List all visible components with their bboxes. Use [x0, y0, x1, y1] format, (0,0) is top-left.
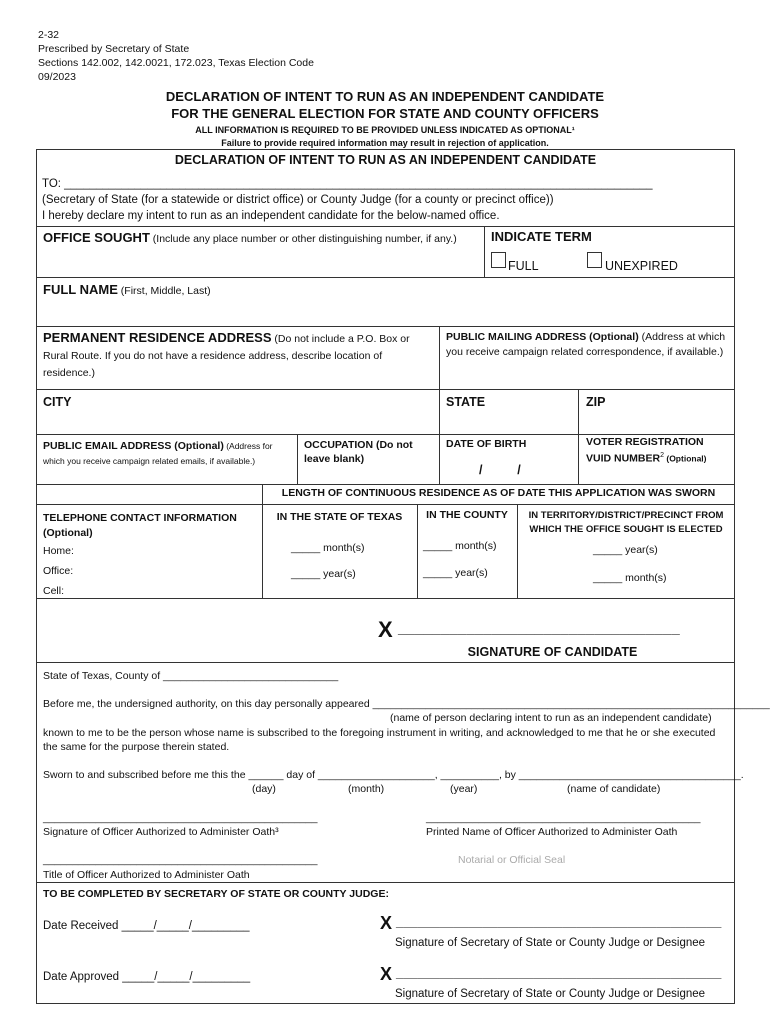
officer-signature-line[interactable]: _______________________________________________ — [43, 812, 318, 824]
form-header-meta — [38, 28, 314, 84]
declaration-statement: I hereby declare my intent to run as an independent candidate for the below-named office. — [42, 210, 500, 222]
residence-label: PERMANENT RESIDENCE ADDRESS — [43, 330, 272, 345]
full-name-hint: (First, Middle, Last) — [117, 285, 211, 297]
territory-years-field[interactable]: _____ year(s) — [593, 544, 658, 556]
vuid-footnote: 2 — [660, 452, 664, 459]
declaration-title: DECLARATION OF INTENT TO RUN AS AN INDEPENDENT CANDIDATE — [174, 153, 597, 167]
candidate-signature-line[interactable]: _________________________________ — [398, 620, 680, 637]
notary-candidate-hint: (name of candidate) — [567, 783, 661, 795]
code-sections: Sections 142.002, 142.0021, 172.023, Texas Election Code — [38, 57, 314, 69]
phone-home[interactable]: Home: — [43, 545, 74, 557]
full-name-label: FULL NAME — [43, 282, 118, 297]
phone-office[interactable]: Office: — [43, 565, 74, 577]
to-field[interactable]: TO: ____________________________________________________________________________________________ — [42, 178, 653, 190]
county-residence-label: IN THE COUNTY — [426, 509, 508, 521]
zip-label: ZIP — [586, 395, 606, 409]
email-field[interactable] — [43, 438, 293, 468]
prescribed-by: Prescribed by Secretary of State — [38, 43, 190, 55]
indicate-term-label: INDICATE TERM — [491, 229, 592, 244]
residence-length-header: LENGTH OF CONTINUOUS RESIDENCE AS OF DATE THIS APPLICATION WAS SWORN — [281, 487, 716, 499]
approved-signature-line[interactable]: _____________________________________________ — [396, 965, 722, 980]
candidate-signature-label: SIGNATURE OF CANDIDATE — [467, 645, 638, 659]
county-years-field[interactable]: _____ year(s) — [423, 567, 488, 579]
office-sought-hint: (Include any place number or other distinguishing number, if any.) — [149, 233, 457, 245]
mailing-address-field[interactable] — [446, 330, 728, 360]
form-date: 09/2023 — [38, 71, 76, 83]
email-hint: (Address for which you receive campaign related emails, if available.) — [43, 441, 273, 466]
notary-known-statement: known to me to be the person whose name is subscribed to the foregoing instrument in writing, and acknowledged to me that he or she executed the same for the purpose therein stated. — [43, 727, 716, 753]
state-residence-label: IN THE STATE OF TEXAS — [276, 511, 403, 523]
title-line-2: FOR THE GENERAL ELECTION FOR STATE AND COUNTY OFFICERS — [171, 106, 599, 121]
notary-month-hint: (month) — [348, 783, 385, 795]
notary-day-hint: (day) — [252, 783, 276, 795]
state-years-field[interactable]: _____ year(s) — [291, 568, 356, 580]
notary-person-hint: (name of person declaring intent to run as an independent candidate) — [390, 712, 712, 724]
residence-address-field[interactable] — [43, 330, 428, 381]
full-term-checkbox[interactable] — [491, 252, 506, 268]
received-signature-label: Signature of Secretary of State or County Judge or Designee — [395, 937, 706, 949]
officer-title-label: Title of Officer Authorized to Administer Oath — [43, 869, 250, 881]
sos-header: TO BE COMPLETED BY SECRETARY OF STATE OR COUNTY JUDGE: — [43, 888, 389, 900]
state-months-field[interactable]: _____ month(s) — [291, 542, 365, 554]
mailing-hint: (Address at which you receive campaign related correspondence, if available.) — [446, 331, 726, 358]
approved-signature-label: Signature of Secretary of State or County Judge or Designee — [395, 988, 706, 1000]
residence-hint: (Do not include a P.O. Box or Rural Route. If you do not have a residence address, describe location of residence.) — [43, 333, 410, 379]
email-label: PUBLIC EMAIL ADDRESS (Optional) — [43, 440, 224, 452]
vuid-hint: (Optional) — [664, 453, 707, 464]
notary-county[interactable]: State of Texas, County of ______________________________ — [43, 670, 339, 682]
form-number: 2-32 — [38, 29, 60, 41]
full-term-label: FULL — [508, 259, 539, 273]
occupation-field[interactable] — [304, 438, 429, 466]
date-approved-field[interactable]: Date Approved _____/_____/_________ — [43, 971, 251, 983]
unexpired-term-checkbox[interactable] — [587, 252, 602, 268]
mailing-label: PUBLIC MAILING ADDRESS (Optional) — [446, 331, 639, 343]
state-label: STATE — [446, 395, 486, 409]
to-hint: (Secretary of State (for a statewide or district office) or County Judge (for a county or precinct office)) — [42, 194, 554, 206]
officer-signature-label: Signature of Officer Authorized to Administer Oath³ — [43, 826, 279, 838]
received-signature-line[interactable]: _____________________________________________ — [396, 914, 722, 929]
occupation-label: OCCUPATION — [304, 439, 374, 451]
officer-printed-line[interactable]: _______________________________________________ — [426, 812, 701, 824]
received-signature-x: X — [380, 913, 393, 933]
approved-signature-x: X — [380, 964, 393, 984]
city-label: CITY — [43, 395, 72, 409]
officer-title-line[interactable]: _______________________________________________ — [43, 854, 318, 866]
dob-label: DATE OF BIRTH — [446, 438, 527, 450]
officer-printed-label: Printed Name of Officer Authorized to Administer Oath — [426, 826, 678, 838]
notary-sworn[interactable]: Sworn to and subscribed before me this the ______ day of ____________________, __________, by ______________________________________. — [43, 769, 744, 781]
telephone-label: TELEPHONE CONTACT INFORMATION (Optional) — [43, 512, 237, 539]
dob-field[interactable]: / / — [479, 463, 521, 477]
form-title — [100, 88, 670, 122]
required-note: ALL INFORMATION IS REQUIRED TO BE PROVIDED UNLESS INDICATED AS OPTIONAL¹ — [195, 125, 575, 135]
notary-year-hint: (year) — [450, 783, 478, 795]
date-received-field[interactable]: Date Received _____/_____/_________ — [43, 920, 250, 932]
office-sought-label: OFFICE SOUGHT — [43, 230, 150, 245]
rejection-note: Failure to provide required information may result in rejection of application. — [221, 138, 549, 148]
vuid-field[interactable] — [586, 436, 731, 466]
territory-residence-label: IN TERRITORY/DISTRICT/PRECINCT FROM WHICH THE OFFICE SOUGHT IS ELECTED — [528, 510, 724, 535]
notary-appeared[interactable]: Before me, the undersigned authority, on this day personally appeared ____________________________________________________________________ — [43, 698, 770, 710]
territory-months-field[interactable]: _____ month(s) — [593, 572, 667, 584]
notarial-seal-label: Notarial or Official Seal — [458, 854, 566, 866]
office-sought-field[interactable] — [43, 229, 457, 247]
title-line-1: DECLARATION OF INTENT TO RUN AS AN INDEPENDENT CANDIDATE — [165, 89, 605, 104]
occupation-hint: (Do not leave blank) — [304, 439, 413, 465]
full-name-field[interactable] — [43, 281, 211, 299]
county-months-field[interactable]: _____ month(s) — [423, 540, 497, 552]
phone-cell[interactable]: Cell: — [43, 585, 65, 597]
vuid-label: VOTER REGISTRATION VUID NUMBER — [586, 436, 704, 465]
declaration-body — [42, 176, 653, 224]
candidate-signature-x: X — [378, 617, 393, 642]
unexpired-term-label: UNEXPIRED — [605, 259, 678, 273]
form-notes — [100, 124, 670, 150]
